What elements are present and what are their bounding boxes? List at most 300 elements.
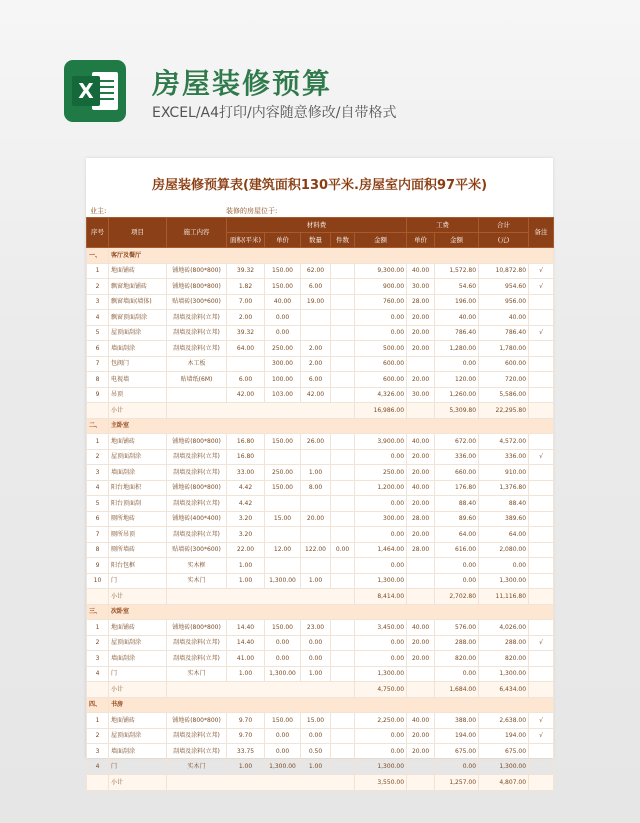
cell-no: 4 <box>87 480 109 496</box>
table-row <box>87 759 554 775</box>
cell-qty <box>301 325 331 341</box>
cell-total: 64.00 <box>479 527 529 543</box>
section-name: 主卧室 <box>109 418 554 434</box>
cell-l-amount: 336.00 <box>435 449 479 465</box>
cell-item: 厕所地砖 <box>109 511 167 527</box>
cell-qty: 23.00 <box>301 620 331 636</box>
cell-l-amount: 616.00 <box>435 542 479 558</box>
cell-unit-price: 12.00 <box>265 542 301 558</box>
empty-cell <box>407 775 435 791</box>
cell-content: 贴墙纸(6M) <box>167 372 227 388</box>
cell-no: 9 <box>87 558 109 574</box>
cell-l-unit: 28.00 <box>407 511 435 527</box>
cell-pieces <box>331 263 355 279</box>
cell-l-amount: 0.00 <box>435 558 479 574</box>
col-header-total: 合计 <box>479 218 529 233</box>
cell-remark <box>529 558 554 574</box>
cell-remark <box>529 465 554 481</box>
cell-l-amount: 288.00 <box>435 635 479 651</box>
cell-item: 包阀门 <box>109 356 167 372</box>
table-header-row-1 <box>87 218 554 233</box>
cell-no: 3 <box>87 294 109 310</box>
cell-amount: 4,326.00 <box>355 387 407 403</box>
cell-qty: 1.00 <box>301 573 331 589</box>
cell-no: 7 <box>87 356 109 372</box>
cell-unit-price <box>265 558 301 574</box>
cell-remark <box>529 356 554 372</box>
cell-remark <box>529 527 554 543</box>
cell-content: 刮墙及涂料(立邦) <box>167 728 227 744</box>
col-header-pieces: 件数 <box>331 233 355 248</box>
table-row <box>87 294 554 310</box>
cell-amount: 0.00 <box>355 728 407 744</box>
section-header-row <box>87 604 554 620</box>
cell-total: 10,872.80 <box>479 263 529 279</box>
cell-total: 786.40 <box>479 325 529 341</box>
table-row <box>87 356 554 372</box>
cell-qty: 0.00 <box>301 635 331 651</box>
col-header-remark: 备注 <box>529 218 554 248</box>
cell-pieces <box>331 325 355 341</box>
cell-area: 14.40 <box>227 635 265 651</box>
cell-total: 5,586.00 <box>479 387 529 403</box>
cell-pieces <box>331 480 355 496</box>
empty-cell <box>167 589 355 605</box>
cell-l-unit: 30.00 <box>407 279 435 295</box>
cell-no: 3 <box>87 465 109 481</box>
cell-qty: 0.00 <box>301 728 331 744</box>
cell-pieces <box>331 496 355 512</box>
empty-cell <box>87 682 109 698</box>
cell-l-amount: 672.00 <box>435 434 479 450</box>
page-header <box>64 60 604 130</box>
empty-cell <box>529 589 554 605</box>
cell-pieces <box>331 356 355 372</box>
cell-qty <box>301 449 331 465</box>
cell-total: 4,572.00 <box>479 434 529 450</box>
subtotal-row <box>87 775 554 791</box>
cell-no: 3 <box>87 651 109 667</box>
section-name: 客厅及餐厅 <box>109 248 554 264</box>
cell-qty: 6.00 <box>301 279 331 295</box>
cell-remark: √ <box>529 635 554 651</box>
section-name: 书房 <box>109 697 554 713</box>
cell-unit-price <box>265 496 301 512</box>
subtotal-l-amount: 1,684.00 <box>435 682 479 698</box>
cell-content: 实木门 <box>167 573 227 589</box>
cell-area: 9.70 <box>227 713 265 729</box>
page-subtitle: EXCEL/A4打印/内容随意修改/自带格式 <box>152 105 397 121</box>
cell-amount: 1,300.00 <box>355 759 407 775</box>
cell-area: 1.82 <box>227 279 265 295</box>
cell-area <box>227 356 265 372</box>
cell-area: 3.20 <box>227 511 265 527</box>
cell-item: 屋顶面刮涂 <box>109 635 167 651</box>
cell-item: 厕所吊顶 <box>109 527 167 543</box>
cell-qty <box>301 310 331 326</box>
cell-qty: 1.00 <box>301 666 331 682</box>
cell-pieces <box>331 666 355 682</box>
cell-total: 194.00 <box>479 728 529 744</box>
cell-remark <box>529 620 554 636</box>
cell-total: 600.00 <box>479 356 529 372</box>
cell-l-amount: 64.00 <box>435 527 479 543</box>
cell-unit-price: 0.00 <box>265 744 301 760</box>
cell-pieces <box>331 511 355 527</box>
col-header-item: 项目 <box>109 218 167 248</box>
cell-unit-price: 150.00 <box>265 263 301 279</box>
cell-qty: 0.50 <box>301 744 331 760</box>
cell-l-amount: 660.00 <box>435 465 479 481</box>
cell-remark: √ <box>529 449 554 465</box>
section-header-row <box>87 418 554 434</box>
cell-l-unit: 40.00 <box>407 713 435 729</box>
cell-area: 41.00 <box>227 651 265 667</box>
section-number: 三、 <box>87 604 109 620</box>
cell-qty: 26.00 <box>301 434 331 450</box>
location-label: 装修的房屋位于: <box>226 207 278 215</box>
owner-label: 业主: <box>90 207 107 215</box>
cell-qty: 20.00 <box>301 511 331 527</box>
cell-amount: 0.00 <box>355 325 407 341</box>
cell-l-unit: 20.00 <box>407 651 435 667</box>
cell-no: 1 <box>87 434 109 450</box>
table-row <box>87 279 554 295</box>
cell-item: 飘窗墙面(墙体) <box>109 294 167 310</box>
cell-amount: 1,200.00 <box>355 480 407 496</box>
cell-qty: 1.00 <box>301 759 331 775</box>
cell-content: 铺地砖(800*800) <box>167 434 227 450</box>
cell-qty: 2.00 <box>301 356 331 372</box>
cell-total: 675.00 <box>479 744 529 760</box>
subtotal-total: 4,807.00 <box>479 775 529 791</box>
cell-l-amount: 786.40 <box>435 325 479 341</box>
cell-l-unit: 20.00 <box>407 527 435 543</box>
cell-pieces <box>331 651 355 667</box>
cell-amount: 1,300.00 <box>355 666 407 682</box>
cell-area: 1.00 <box>227 558 265 574</box>
cell-unit-price: 0.00 <box>265 635 301 651</box>
cell-l-unit <box>407 666 435 682</box>
cell-l-amount: 675.00 <box>435 744 479 760</box>
cell-pieces: 0.00 <box>331 542 355 558</box>
cell-item: 地面铺砖 <box>109 263 167 279</box>
table-row <box>87 465 554 481</box>
cell-total: 1,376.80 <box>479 480 529 496</box>
cell-pieces <box>331 372 355 388</box>
cell-amount: 3,900.00 <box>355 434 407 450</box>
cell-unit-price: 1,300.00 <box>265 666 301 682</box>
cell-area: 9.70 <box>227 728 265 744</box>
cell-content: 铺地砖(800*800) <box>167 480 227 496</box>
cell-unit-price: 150.00 <box>265 620 301 636</box>
cell-total: 1,300.00 <box>479 573 529 589</box>
cell-item: 墙面刮涂 <box>109 744 167 760</box>
cell-pieces <box>331 449 355 465</box>
subtotal-amount: 3,550.00 <box>355 775 407 791</box>
table-row <box>87 511 554 527</box>
cell-pieces <box>331 434 355 450</box>
cell-l-amount: 0.00 <box>435 666 479 682</box>
cell-total: 88.40 <box>479 496 529 512</box>
cell-content: 实木门 <box>167 666 227 682</box>
subtotal-row <box>87 589 554 605</box>
table-row <box>87 713 554 729</box>
cell-remark <box>529 496 554 512</box>
cell-unit-price: 1,300.00 <box>265 759 301 775</box>
cell-no: 3 <box>87 744 109 760</box>
empty-cell <box>87 403 109 419</box>
cell-amount: 0.00 <box>355 635 407 651</box>
cell-qty: 1.00 <box>301 465 331 481</box>
cell-l-unit <box>407 573 435 589</box>
cell-content: 铺地砖(800*800) <box>167 279 227 295</box>
cell-no: 6 <box>87 341 109 357</box>
cell-area: 3.20 <box>227 527 265 543</box>
cell-remark: √ <box>529 263 554 279</box>
cell-no: 10 <box>87 573 109 589</box>
table-row <box>87 310 554 326</box>
table-row <box>87 635 554 651</box>
cell-area: 64.00 <box>227 341 265 357</box>
cell-qty: 0.00 <box>301 651 331 667</box>
cell-unit-price: 250.00 <box>265 341 301 357</box>
cell-area: 1.00 <box>227 666 265 682</box>
cell-l-unit: 20.00 <box>407 310 435 326</box>
cell-qty: 6.00 <box>301 372 331 388</box>
cell-l-amount: 88.40 <box>435 496 479 512</box>
cell-area: 16.80 <box>227 449 265 465</box>
cell-item: 阳台地面积 <box>109 480 167 496</box>
cell-l-unit: 40.00 <box>407 263 435 279</box>
cell-l-amount: 1,260.00 <box>435 387 479 403</box>
cell-pieces <box>331 635 355 651</box>
cell-pieces <box>331 279 355 295</box>
subtotal-l-amount: 5,309.80 <box>435 403 479 419</box>
cell-l-unit <box>407 759 435 775</box>
cell-area: 33.75 <box>227 744 265 760</box>
section-number: 二、 <box>87 418 109 434</box>
subtotal-label: 小计 <box>109 775 167 791</box>
cell-remark <box>529 651 554 667</box>
subtotal-row <box>87 403 554 419</box>
table-row <box>87 558 554 574</box>
table-row <box>87 573 554 589</box>
cell-pieces <box>331 713 355 729</box>
table-row <box>87 666 554 682</box>
col-header-content: 施工内容 <box>167 218 227 248</box>
cell-content: 铺地砖(800*800) <box>167 263 227 279</box>
empty-cell <box>529 775 554 791</box>
cell-amount: 0.00 <box>355 310 407 326</box>
cell-qty: 62.00 <box>301 263 331 279</box>
cell-content: 刮墙及涂料(立邦) <box>167 325 227 341</box>
cell-content: 贴墙砖(300*600) <box>167 294 227 310</box>
cell-remark: √ <box>529 325 554 341</box>
cell-unit-price: 0.00 <box>265 651 301 667</box>
col-header-labor-amount: 金额 <box>435 233 479 248</box>
cell-area: 4.42 <box>227 480 265 496</box>
section-number: 四、 <box>87 697 109 713</box>
cell-unit-price: 250.00 <box>265 465 301 481</box>
cell-content: 刮墙及涂料(立邦) <box>167 744 227 760</box>
col-header-labor-unit: 单价 <box>407 233 435 248</box>
cell-remark <box>529 294 554 310</box>
section-name: 次卧室 <box>109 604 554 620</box>
cell-no: 4 <box>87 666 109 682</box>
table-row <box>87 480 554 496</box>
cell-remark <box>529 744 554 760</box>
cell-unit-price <box>265 449 301 465</box>
cell-area: 1.00 <box>227 573 265 589</box>
cell-remark: √ <box>529 728 554 744</box>
cell-no: 2 <box>87 449 109 465</box>
cell-area: 39.32 <box>227 263 265 279</box>
cell-remark <box>529 573 554 589</box>
cell-l-amount: 40.00 <box>435 310 479 326</box>
cell-l-unit <box>407 558 435 574</box>
cell-remark <box>529 759 554 775</box>
col-header-amount: 金额 <box>355 233 407 248</box>
table-row <box>87 728 554 744</box>
cell-l-amount: 176.80 <box>435 480 479 496</box>
cell-content: 刮墙及涂料(立邦) <box>167 465 227 481</box>
cell-content: 刮墙及涂料(立邦) <box>167 651 227 667</box>
cell-item: 厕所墙砖 <box>109 542 167 558</box>
cell-l-amount: 0.00 <box>435 573 479 589</box>
cell-remark <box>529 666 554 682</box>
cell-unit-price: 0.00 <box>265 310 301 326</box>
cell-l-unit: 20.00 <box>407 728 435 744</box>
cell-no: 8 <box>87 372 109 388</box>
table-row <box>87 325 554 341</box>
cell-area: 39.32 <box>227 325 265 341</box>
empty-cell <box>167 775 355 791</box>
cell-l-unit: 40.00 <box>407 620 435 636</box>
cell-content: 实木门 <box>167 759 227 775</box>
cell-amount: 0.00 <box>355 558 407 574</box>
cell-content: 实木框 <box>167 558 227 574</box>
subtotal-total: 6,434.00 <box>479 682 529 698</box>
cell-item: 屋顶面刮涂 <box>109 449 167 465</box>
cell-item: 阳台顶面刮 <box>109 496 167 512</box>
cell-content: 贴墙砖(300*600) <box>167 542 227 558</box>
table-row <box>87 449 554 465</box>
cell-item: 门 <box>109 666 167 682</box>
cell-qty: 122.00 <box>301 542 331 558</box>
table-row <box>87 434 554 450</box>
cell-item: 墙面刮涂 <box>109 465 167 481</box>
cell-area: 7.00 <box>227 294 265 310</box>
cell-remark <box>529 542 554 558</box>
section-number: 一、 <box>87 248 109 264</box>
cell-qty <box>301 496 331 512</box>
cell-total: 820.00 <box>479 651 529 667</box>
cell-total: 4,026.00 <box>479 620 529 636</box>
cell-no: 7 <box>87 527 109 543</box>
cell-item: 墙面刮涂 <box>109 341 167 357</box>
table-row <box>87 620 554 636</box>
cell-total: 720.00 <box>479 372 529 388</box>
table-row <box>87 387 554 403</box>
cell-total: 1,300.00 <box>479 666 529 682</box>
cell-area: 6.00 <box>227 372 265 388</box>
cell-qty: 42.00 <box>301 387 331 403</box>
cell-amount: 0.00 <box>355 527 407 543</box>
cell-l-unit: 40.00 <box>407 480 435 496</box>
cell-amount: 0.00 <box>355 496 407 512</box>
cell-l-unit: 20.00 <box>407 325 435 341</box>
cell-amount: 760.00 <box>355 294 407 310</box>
cell-amount: 9,300.00 <box>355 263 407 279</box>
cell-total: 288.00 <box>479 635 529 651</box>
table-row <box>87 263 554 279</box>
cell-area: 2.00 <box>227 310 265 326</box>
subtotal-label: 小计 <box>109 589 167 605</box>
cell-l-unit: 20.00 <box>407 496 435 512</box>
cell-content: 刮墙及涂料(立邦) <box>167 341 227 357</box>
table-row <box>87 372 554 388</box>
cell-unit-price: 150.00 <box>265 713 301 729</box>
cell-l-unit: 20.00 <box>407 449 435 465</box>
col-header-material: 材料费 <box>227 218 407 233</box>
cell-pieces <box>331 527 355 543</box>
cell-content: 刮墙及涂料(立邦) <box>167 527 227 543</box>
cell-amount: 300.00 <box>355 511 407 527</box>
cell-area: 22.00 <box>227 542 265 558</box>
cell-area: 14.40 <box>227 620 265 636</box>
cell-l-unit: 40.00 <box>407 434 435 450</box>
cell-remark <box>529 310 554 326</box>
cell-l-unit: 20.00 <box>407 341 435 357</box>
cell-pieces <box>331 744 355 760</box>
subtotal-amount: 8,414.00 <box>355 589 407 605</box>
cell-unit-price: 15.00 <box>265 511 301 527</box>
cell-remark <box>529 480 554 496</box>
cell-no: 9 <box>87 387 109 403</box>
cell-l-unit <box>407 356 435 372</box>
subtotal-label: 小计 <box>109 682 167 698</box>
excel-icon: X <box>64 60 126 122</box>
cell-no: 4 <box>87 759 109 775</box>
cell-total: 910.00 <box>479 465 529 481</box>
cell-l-amount: 388.00 <box>435 713 479 729</box>
cell-total: 336.00 <box>479 449 529 465</box>
section-header-row <box>87 248 554 264</box>
cell-amount: 600.00 <box>355 356 407 372</box>
cell-item: 飘窗顶面刮涂 <box>109 310 167 326</box>
cell-item: 飘窗地面铺砖 <box>109 279 167 295</box>
cell-no: 1 <box>87 263 109 279</box>
cell-item: 阳台包框 <box>109 558 167 574</box>
cell-pieces <box>331 558 355 574</box>
table-row <box>87 341 554 357</box>
spreadsheet-preview <box>86 158 553 786</box>
cell-no: 2 <box>87 279 109 295</box>
cell-l-amount: 0.00 <box>435 356 479 372</box>
subtotal-total: 22,295.80 <box>479 403 529 419</box>
empty-cell <box>167 403 355 419</box>
cell-total: 2,638.00 <box>479 713 529 729</box>
cell-qty <box>301 558 331 574</box>
cell-item: 地面铺砖 <box>109 620 167 636</box>
cell-l-unit: 30.00 <box>407 387 435 403</box>
empty-cell <box>87 775 109 791</box>
cell-l-amount: 0.00 <box>435 759 479 775</box>
empty-cell <box>407 589 435 605</box>
cell-total: 2,080.00 <box>479 542 529 558</box>
cell-qty <box>301 527 331 543</box>
